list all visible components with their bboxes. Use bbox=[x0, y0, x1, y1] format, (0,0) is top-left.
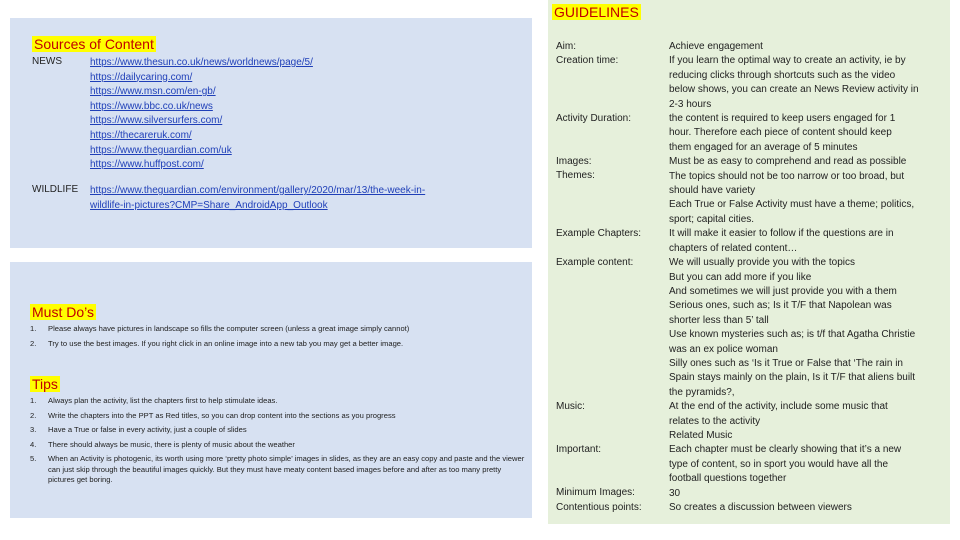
guideline-line: So creates a discussion between viewers bbox=[669, 502, 852, 513]
guideline-line: If you learn the optimal way to create an activity, ie by bbox=[669, 55, 906, 67]
guideline-line: should have variety bbox=[669, 185, 756, 197]
guideline-line: 30 bbox=[669, 487, 681, 499]
news-link[interactable]: https://thecareruk.com/ bbox=[90, 129, 192, 141]
label-aim: Aim: bbox=[556, 41, 576, 52]
news-label: NEWS bbox=[32, 56, 62, 67]
guideline-line: Achieve engagement bbox=[669, 41, 763, 52]
list-item: 2. Try to use the best images. If you right click in an online image into a new tab you may get a better image. bbox=[30, 338, 404, 348]
guideline-line: But you can add more if you like bbox=[669, 271, 812, 283]
news-link[interactable]: https://www.theguardian.com/uk bbox=[90, 144, 232, 156]
label-creation-time: Creation time: bbox=[556, 55, 619, 66]
guideline-line: Related Music bbox=[669, 429, 733, 441]
list-item: 5. When an Activity is photogenic, its worth using more ‘pretty photo simple’ images in slides, as they are an easy copy and paste and the viewer can just skip through the beautiful images quickly. But they must have meaty content based images before and after as too many pretty pictures get boring. bbox=[30, 454, 525, 484]
guideline-line: the content is required to keep users engaged for 1 bbox=[669, 113, 896, 125]
wildlife-link-line[interactable]: wildlife-in-pictures?CMP=Share_AndroidApp_Outlook bbox=[90, 199, 328, 211]
guideline-line: chapters of related content… bbox=[669, 242, 798, 254]
must-dos-title: Must Do’s bbox=[32, 304, 94, 320]
news-link[interactable]: https://www.msn.com/en-gb/ bbox=[90, 86, 216, 98]
news-link[interactable]: https://www.thesun.co.uk/news/worldnews/page/5/ bbox=[90, 57, 313, 68]
guideline-line: the pyramids?, bbox=[669, 386, 735, 398]
guideline-line: Each True or False Activity must have a theme; politics, bbox=[669, 199, 915, 211]
guideline-line: Spain stays mainly on the plain, Is it T/F that aliens built bbox=[669, 372, 916, 384]
news-link[interactable]: https://dailycaring.com/ bbox=[90, 71, 193, 83]
news-link[interactable]: https://www.silversurfers.com/ bbox=[90, 115, 223, 127]
list-item: 4. There should always be music, there is plenty of music about the weather bbox=[30, 439, 295, 449]
list-item: 3. Have a True or false in every activity, just a couple of slides bbox=[30, 425, 247, 435]
must-dos-list bbox=[30, 324, 526, 354]
guideline-line: sport; capital cities. bbox=[669, 213, 755, 225]
label-music: Music: bbox=[556, 401, 585, 412]
wildlife-link-line[interactable]: https://www.theguardian.com/environment/gallery/2020/mar/13/the-week-in- bbox=[90, 185, 426, 196]
list-item: 2. Write the chapters into the PPT as Red titles, so you can drop content into the sections as you progress bbox=[30, 410, 396, 420]
sources-title: Sources of Content bbox=[34, 36, 154, 52]
guideline-line: them engaged for an average of 5 minutes bbox=[669, 141, 858, 153]
guidelines-body bbox=[669, 40, 945, 515]
list-item: 1. Always plan the activity, list the chapters first to help stimulate ideas. bbox=[30, 396, 278, 405]
guideline-line: shorter less than 5’ tall bbox=[669, 314, 769, 326]
wildlife-label: WILDLIFE bbox=[32, 184, 79, 195]
guideline-line: type of content, so in sport you would have all the bbox=[669, 458, 889, 470]
news-link[interactable]: https://www.bbc.co.uk/news bbox=[90, 100, 213, 112]
label-activity-duration: Activity Duration: bbox=[556, 113, 632, 124]
guideline-line: 2-3 hours bbox=[669, 98, 712, 110]
tips-list bbox=[30, 396, 526, 489]
guidelines-title: GUIDELINES bbox=[554, 4, 639, 20]
news-link[interactable]: https://www.huffpost.com/ bbox=[90, 159, 204, 171]
guideline-line: Each chapter must be clearly showing that it’s a new bbox=[669, 444, 902, 456]
guideline-line: was an ex police woman bbox=[669, 343, 778, 355]
tips-title: Tips bbox=[32, 376, 58, 392]
guideline-line: Must be as easy to comprehend and read as possible bbox=[669, 156, 907, 168]
sources-panel bbox=[10, 18, 532, 248]
label-important: Important: bbox=[556, 444, 602, 455]
guideline-line: Silly ones such as ‘Is it True or False that ‘The rain in bbox=[669, 357, 903, 369]
guideline-line: below shows, you can create an News Review activity in bbox=[669, 84, 919, 96]
news-link-list bbox=[90, 56, 313, 173]
list-item: 1. Please always have pictures in landscape so fills the computer screen (unless a great image simply cannot) bbox=[30, 324, 410, 333]
guideline-line: football questions together bbox=[669, 473, 787, 485]
guideline-line: Use known mysteries such as; is t/f that Agatha Christie bbox=[669, 329, 916, 341]
wildlife-link[interactable] bbox=[90, 184, 425, 213]
label-contentious-points: Contentious points: bbox=[556, 502, 642, 513]
label-example-chapters: Example Chapters: bbox=[556, 228, 642, 239]
label-themes: Themes: bbox=[556, 170, 595, 181]
guideline-line: Serious ones, such as; Is it T/F that Napolean was bbox=[669, 300, 892, 312]
must-dos-tips-panel bbox=[10, 262, 532, 518]
guideline-line: hour. Therefore each piece of content should keep bbox=[669, 127, 892, 139]
label-example-content: Example content: bbox=[556, 257, 634, 268]
guideline-line: relates to the activity bbox=[669, 415, 761, 427]
guideline-line: At the end of the activity, include some music that bbox=[669, 401, 888, 413]
label-images: Images: bbox=[556, 156, 592, 167]
label-minimum-images: Minimum Images: bbox=[556, 487, 635, 498]
guideline-line: We will usually provide you with the topics bbox=[669, 257, 856, 269]
guideline-line: reducing clicks through shortcuts such as the video bbox=[669, 69, 896, 81]
guideline-line: It will make it easier to follow if the questions are in bbox=[669, 228, 894, 240]
guideline-line: And sometimes we will just provide you with a them bbox=[669, 285, 897, 297]
guideline-line: The topics should not be too narrow or too broad, but bbox=[669, 170, 905, 182]
